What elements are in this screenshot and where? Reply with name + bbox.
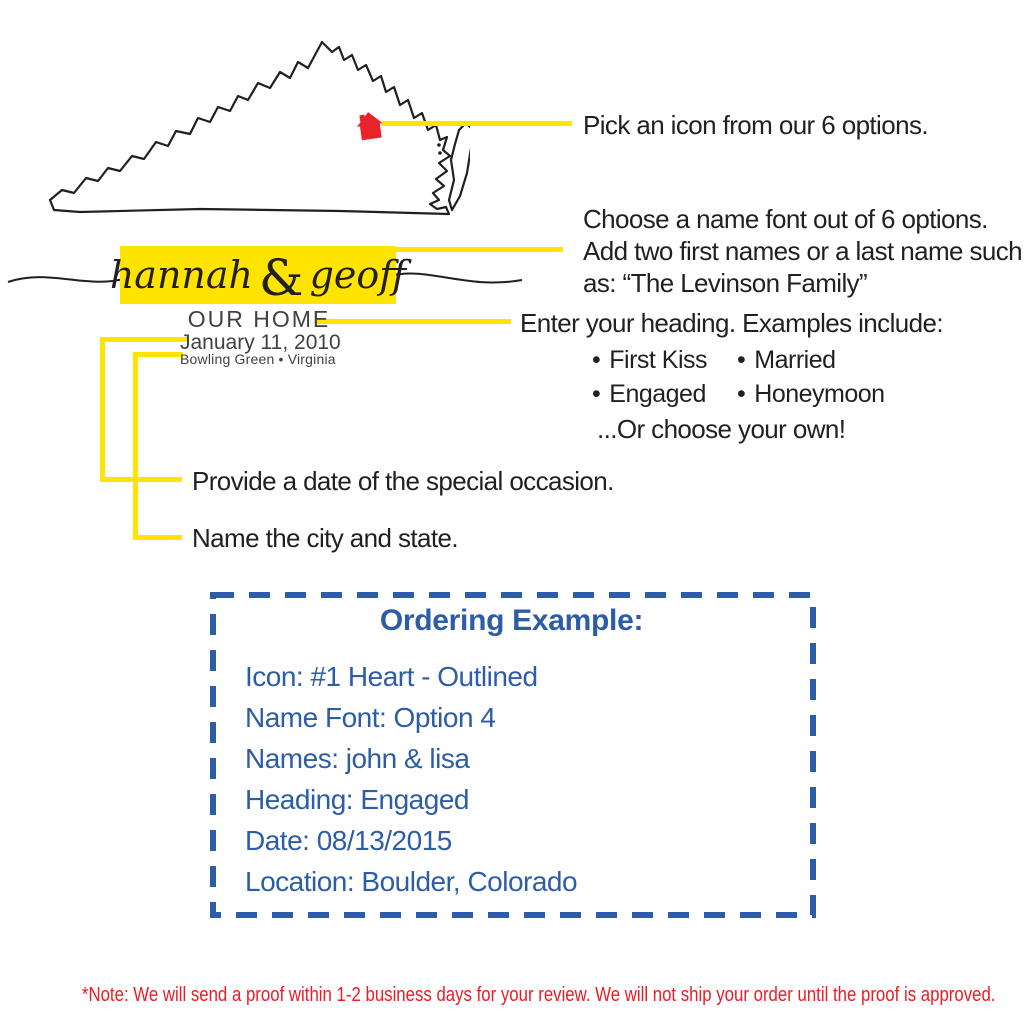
callout-name-font-line1: Choose a name font out of 6 options. — [583, 204, 988, 234]
proof-footnote: *Note: We will send a proof within 1-2 business days for your review. We will not ship your order until the proof is approved. — [81, 984, 996, 1006]
heading-example-label: Married — [754, 346, 836, 374]
ordering-line-location: Location: Boulder, Colorado — [245, 866, 578, 897]
preview-ampersand: & — [259, 249, 304, 307]
house-icon — [355, 108, 385, 144]
heading-example-engaged — [592, 380, 706, 409]
heading-example-label: Engaged — [609, 380, 706, 408]
bullet-icon: • — [592, 346, 601, 374]
callout-heading-intro: Enter your heading. Examples include: — [520, 308, 943, 338]
bullet-icon: • — [592, 380, 601, 408]
ordering-line-date: Date: 08/13/2015 — [245, 825, 452, 856]
callout-line-icon — [382, 121, 572, 126]
callout-line-date-bottom — [100, 477, 182, 482]
callout-line-date-vertical — [100, 337, 105, 482]
preview-location: Bowling Green • Virginia — [180, 351, 336, 367]
callout-choose-own: ...Or choose your own! — [597, 414, 846, 444]
virginia-map-outline — [40, 28, 470, 233]
heading-example-honeymoon — [737, 380, 885, 409]
ordering-example-title: Ordering Example: — [379, 604, 644, 637]
names-highlight — [109, 246, 407, 307]
callout-pick-icon: Pick an icon from our 6 options. — [583, 110, 928, 140]
callout-line-date-top — [100, 337, 188, 342]
callout-line-location-bottom — [133, 535, 182, 540]
ordering-line-names: Names: john & lisa — [245, 743, 470, 774]
heading-example-married — [737, 346, 836, 375]
callout-line-location-vertical — [133, 352, 138, 540]
preview-name-right: geoff — [309, 253, 407, 297]
preview-heading: OUR HOME — [187, 306, 331, 332]
ordering-line-name-font: Name Font: Option 4 — [245, 702, 496, 733]
callout-location: Name the city and state. — [192, 523, 458, 553]
heading-example-first-kiss — [592, 346, 707, 375]
callout-name-font-line3: as: “The Levinson Family” — [583, 268, 868, 298]
callout-name-font — [583, 203, 1022, 299]
callout-line-heading — [315, 319, 511, 324]
ordering-line-heading: Heading: Engaged — [245, 784, 469, 815]
callout-line-location-top — [133, 352, 183, 357]
callout-name-font-line2: Add two first names or a last name such — [583, 236, 1023, 266]
bullet-icon: • — [737, 380, 746, 408]
callout-line-names — [396, 247, 563, 252]
heading-example-label: Honeymoon — [754, 380, 885, 408]
bullet-icon: • — [737, 346, 746, 374]
callout-date: Provide a date of the special occasion. — [192, 466, 614, 496]
preview-date: January 11, 2010 — [180, 331, 341, 354]
ordering-example-lines — [245, 656, 577, 902]
preview-name-left: hannah — [109, 253, 254, 297]
heading-example-label: First Kiss — [609, 346, 708, 374]
ordering-line-icon: Icon: #1 Heart - Outlined — [245, 661, 538, 692]
